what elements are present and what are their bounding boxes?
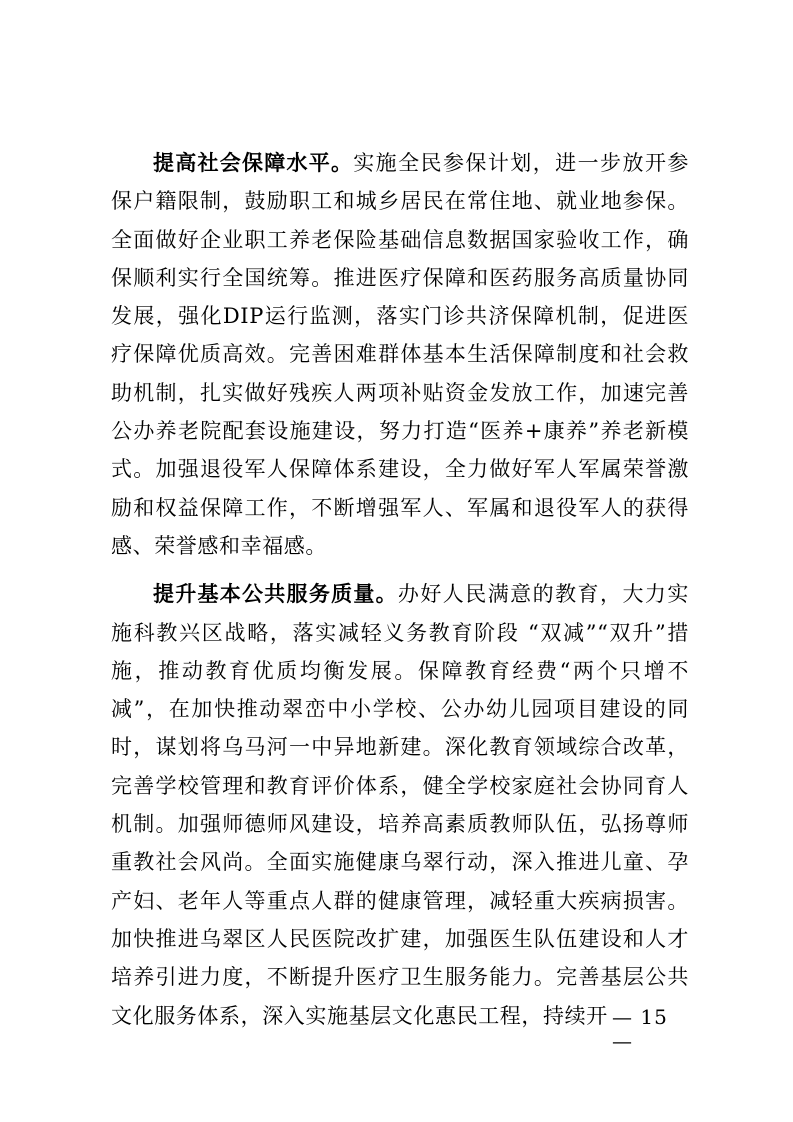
page-number: — 15 — [612,1005,668,1053]
paragraph-body: 实施全民参保计划，进一步放开参保户籍限制，鼓励职工和城乡居民在常住地、就业地参保。全面做好企业职工养老保险基础信息数据国家验收工作，确保顺利实行全国统筹。推进医疗保障和医药服务高质量协同发展，强化DIP运行监测，落实门诊共济保障机制，促进医疗保障优质高效。完善困难群体基本生活保障制度和社会救助机制，扎实做好残疾人两项补贴资金发放工作，加速完善公办养老院配套设施建设，努力打造“医养+康养”养老新模式。加强退役军人保障体系建设，全力做好军人军属荣誉激励和权益保障工作，不断增强军人、军属和退役军人的获得感、荣誉感和幸福感。 [111,151,689,558]
paragraph-social-security [111,144,689,565]
paragraph-public-services [111,575,689,1035]
paragraph-body: 办好人民满意的教育，大力实施科教兴区战略，落实减轻义务教育阶段 “双减”“双升”措施，推动教育优质均衡发展。保障教育经费“两个只增不减”，在加快推动翠峦中小学校、公办幼儿园项目建设的同时，谋划将乌马河一中异地新建。深化教育领域综合改革，完善学校管理和教育评价体系，健全学校家庭社会协同育人机制。加强师德师风建设，培养高素质教师队伍，弘扬尊师重教社会风尚。全面实施健康乌翠行动，深入推进儿童、孕产妇、老年人等重点人群的健康管理，减轻重大疾病损害。加快推进乌翠区人民医院改扩建，加强医生队伍建设和人才培养引进力度，不断提升医疗卫生服务能力。完善基层公共文化服务体系，深入实施基层文化惠民工程，持续开 [111,582,689,1028]
body-text [111,144,689,1045]
paragraph-heading: 提升基本公共服务质量。 [153,582,398,607]
paragraph-heading: 提高社会保障水平。 [153,151,354,175]
